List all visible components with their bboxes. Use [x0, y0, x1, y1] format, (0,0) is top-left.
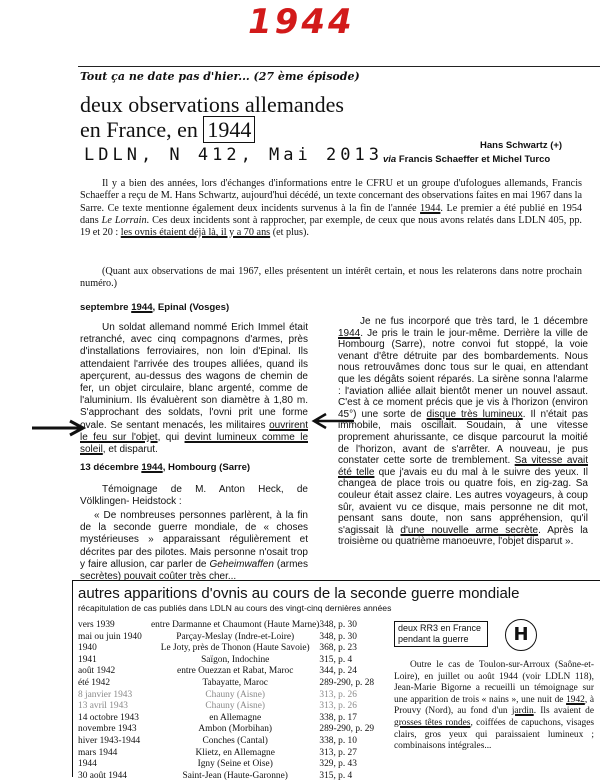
row-place: Chauny (Aisne) — [205, 701, 266, 712]
case2-intro: Témoignage de M. Anton Heck, de Völklingen- Heidstock : — [80, 484, 308, 508]
row-place: Ambon (Morbihan) — [198, 724, 273, 735]
side-box: deux RR3 en France pendant la guerre — [394, 621, 488, 647]
row-ref: 313, p. 26 — [319, 689, 357, 700]
side-underline-heads: grosses têtes rondes — [394, 717, 471, 728]
table-row — [78, 643, 376, 655]
right-text-year: 1944 — [338, 327, 361, 339]
case1-header-suffix: , Epinal (Vosges) — [152, 302, 230, 313]
side-text-c: . Ils avaient de — [533, 706, 594, 717]
row-ref: 289-290, p. 29 — [319, 724, 375, 735]
row-ref: 313, p. 26 — [319, 701, 357, 712]
table-row — [78, 632, 376, 644]
row-ref: 338, p. 17 — [319, 712, 357, 723]
row-ref: 329, p. 43 — [319, 759, 357, 770]
intro-publication: Le Lorrain — [101, 214, 147, 226]
side-text-a: Outre le cas de Toulon-sur-Arroux (Saône-et-Loire), en juillet ou août 1944 (voir LDLN 118), Jean-Marie Bigorne a recueilli un témoignage sur une apparition de trois « nains », une nuit de — [394, 660, 594, 705]
case1-text-a: Un soldat allemand nommé Erich Immel était retranché, avec cinq compagnons d'armes, près d'installations ferroviaires, non loin d'Epinal. Ils attendaient l'arrivée des troupes alliées, quand ils aperçurent, au-dessus des wagons de chemin de fer, un objet circulaire, blanc argenté, comme de l'aluminium. Ils évaluèrent son diamètre à 1,80 m. S'approchant des soldats, l'ovni prit une forme ovale. Se sentant menacés, les militaires — [80, 322, 308, 431]
case2-text-b: « De nombreuses personnes parlèrent, à la fin de la seconde guerre mondiale, de « choses mystérieuses » apparaissant régulièrement et décrites par des pilotes. Mais personne n'osait trop y faire allusion, car parler de — [80, 510, 308, 570]
case2-header-prefix: 13 décembre — [80, 462, 139, 473]
intro-paragraph-2: (Quant aux observations de mai 1967, elles présentent un intérêt certain, et nous les relaterons dans notre prochain numéro.) — [80, 266, 582, 290]
row-place: Saint-Jean (Haute-Garonne) — [182, 770, 288, 781]
via-line — [383, 154, 550, 165]
row-date: 14 octobre 1943 — [78, 712, 139, 723]
series-line: Tout ça ne date pas d'hier... (27 ème épisode) — [80, 70, 360, 83]
intro-underlined: les ovnis étaient déjà là, il y a 70 ans — [120, 227, 271, 239]
row-place: entre Ouezzan et Rabat, Maroc — [177, 666, 294, 677]
row-date: novembre 1943 — [78, 724, 137, 735]
row-date: mars 1944 — [78, 747, 118, 758]
row-date: 1940 — [78, 643, 97, 654]
intro-paragraph-1 — [80, 178, 582, 239]
side-text-d: , coiffées de capuchons, visages clairs, gros yeux qui paraissaient lumineux ; combinaisons intégrales... — [394, 717, 594, 752]
side-underline-garden: jardin — [511, 706, 534, 717]
case2-testimony — [80, 510, 308, 583]
bottom-subtitle: récapitulation de cas publiés dans LDLN au cours des vingt-cinq dernières années — [78, 603, 392, 613]
case2-header-suffix: , Hombourg (Sarre) — [162, 462, 251, 473]
row-ref: 348, p. 30 — [319, 620, 357, 630]
row-place: Conches (Cantal) — [202, 735, 268, 746]
case1-header — [80, 302, 229, 313]
row-date: vers 1939 — [78, 620, 115, 630]
row-place: Tabayatte, Maroc — [202, 677, 268, 688]
row-ref: 315, p. 4 — [319, 770, 353, 781]
case1-header-year: 1944 — [131, 302, 153, 313]
intro-text-a: Il y a bien des années, lors d'échanges d'informations entre le CFRU et un groupe d'ufologues allemands, Francis Schaeffer a reçu de M. Hans Schwartz, aujourd'hui décédé, un texte concernant des observations faites en mai 1967 dans la Sarre. Ce texte mentionne également deux incidents survenus à la fin de l'année — [80, 178, 582, 214]
row-date: hiver 1943-1944 — [78, 735, 141, 746]
table-row — [78, 748, 376, 760]
row-place: Saïgon, Indochine — [201, 654, 270, 665]
side-text — [394, 660, 594, 753]
right-underline-weapon: d'une nouvelle arme secrète — [400, 524, 539, 536]
row-place: Igny (Seine et Oise) — [197, 759, 273, 770]
case1-text-b: , qui — [157, 431, 180, 443]
row-ref: 315, p. 4 — [319, 654, 353, 665]
row-date: 30 août 1944 — [78, 770, 127, 781]
row-date: 8 janvier 1943 — [78, 689, 133, 700]
table-row — [78, 690, 376, 702]
row-date: août 1942 — [78, 666, 116, 677]
table-row — [78, 701, 376, 713]
table-row — [78, 655, 376, 667]
case2-header — [80, 462, 250, 473]
side-text-b: , à Prouvy (Nord), au fond d'un — [394, 694, 594, 717]
intro-text-b: . Le premier a été publié en 1954 dans — [80, 202, 583, 226]
row-ref: 338, p. 10 — [319, 735, 357, 746]
row-ref: 368, p. 23 — [319, 643, 357, 654]
case2-secret-weapons: Geheimwaffen — [209, 558, 274, 570]
right-text-b: . Je pris le train le jour-même. Derrière la ville de Hombourg (Sarre), notre convoi fut stoppé, la voie venant d'être détruite par des bombardements. Nous nous retrouvâmes donc tous sur le quai, en attendant que les dégâts soient réparés. La sirène sonna l'alarme : l'aviation alliée allait bientôt mener un nouvel assaut. C'est à ce moment précis que je vis à l'horizon (environ 45°) une sorte de — [338, 327, 588, 420]
row-ref: 313, p. 27 — [319, 747, 357, 758]
table-row — [78, 678, 376, 690]
right-text-a: Je ne fus incorporé que très tard, le 1 décembre — [360, 316, 588, 327]
table-row — [78, 759, 376, 771]
author: Hans Schwartz (+) — [480, 140, 563, 151]
title-year-boxed: 1944 — [203, 116, 255, 143]
handwritten-year: 1944 — [248, 2, 355, 42]
right-underline-disc: disque très lumineux — [426, 408, 523, 420]
case1-underline-luminous: devint lumineux comme le soleil — [80, 431, 308, 456]
row-date: 13 avril 1943 — [78, 701, 128, 712]
case2-text-c: (armes secrètes) pouvait coûter très cher... — [80, 558, 308, 583]
row-place: Le Joty, près de Thonon (Haute Savoie) — [160, 643, 310, 654]
table-row — [78, 713, 376, 725]
arrow-left-icon — [30, 418, 86, 438]
title-line-1: deux observations allemandes — [80, 92, 344, 117]
right-text-d: que j'avais eu du mal à le suivre des yeux. Il changea de place trois ou quatre fois, en zig-zag. Sa couleur était assez claire. Les autres voyageurs, à coup sûr, avaient vu ce disque, mais personne ne dit mot, pensant sans doute, non sans appréhension, qu'il s'agissait là — [338, 466, 588, 536]
right-text-c: . Il n'était pas immobile, mais oscillait. Soudain, à une vitesse proprement ahurissante, ce disque parcourut la moitié de l'horizon, avant de s'arrêter. A nouveau, je pus constater cette sorte de tremblement. — [338, 408, 589, 467]
table-row — [78, 771, 376, 782]
case1-underline-fire: ouvrirent le feu sur l'objet — [80, 419, 309, 443]
bottom-title: autres apparitions d'ovnis au cours de la seconde guerre mondiale — [78, 585, 520, 602]
right-column-text — [338, 316, 588, 548]
article-title — [80, 92, 344, 142]
title-line-2-prefix: en France, en — [80, 117, 198, 142]
side-year: 1942 — [566, 694, 585, 705]
row-place: en Allemagne — [209, 712, 262, 723]
via-names: Francis Schaeffer et Michel Turco — [398, 154, 551, 165]
intro-year: 1944 — [420, 202, 441, 214]
table-row — [78, 736, 376, 748]
sightings-table — [78, 620, 376, 782]
row-ref: 348, p. 30 — [319, 631, 357, 642]
case1-header-prefix: septembre — [80, 302, 129, 313]
row-ref: 344, p. 24 — [319, 666, 357, 677]
row-place: Klietz, en Allemagne — [195, 747, 275, 758]
intro-text-c: . Ces deux incidents sont à rapprocher, par exemple, de ceux que nous avons relatés dans LDLN 405, pp. 19 et 20 : — [80, 214, 582, 239]
case2-header-year: 1944 — [141, 462, 163, 473]
right-text-e: . Après la troisième ou quatrième manoeuvre, l'objet disparut ». — [338, 524, 588, 548]
row-place: entre Darmanne et Chaumont (Haute Marne) — [151, 620, 320, 630]
circled-letter: H — [505, 619, 537, 651]
row-ref: 289-290, p. 28 — [319, 677, 375, 688]
via-label: via — [383, 154, 397, 165]
row-date: été 1942 — [78, 677, 111, 688]
row-date: 1941 — [78, 654, 97, 665]
table-row — [78, 666, 376, 678]
table-row — [78, 724, 376, 736]
row-date: 1944 — [78, 759, 97, 770]
table-row — [78, 620, 376, 632]
header-rule — [78, 66, 600, 67]
case1-text — [80, 322, 308, 456]
row-date: mai ou juin 1940 — [78, 631, 142, 642]
row-place: Chauny (Aisne) — [205, 689, 266, 700]
intro-text-d: (et plus). — [272, 227, 309, 239]
handwritten-reference: LDLN, N 412, Mai 2013 — [84, 145, 383, 165]
row-place: Parçay-Meslay (Indre-et-Loire) — [176, 631, 295, 642]
right-underline-speed: Sa vitesse avait été telle — [338, 455, 589, 478]
title-line-2 — [80, 117, 344, 142]
case1-text-c: , et disparut. — [102, 444, 158, 456]
